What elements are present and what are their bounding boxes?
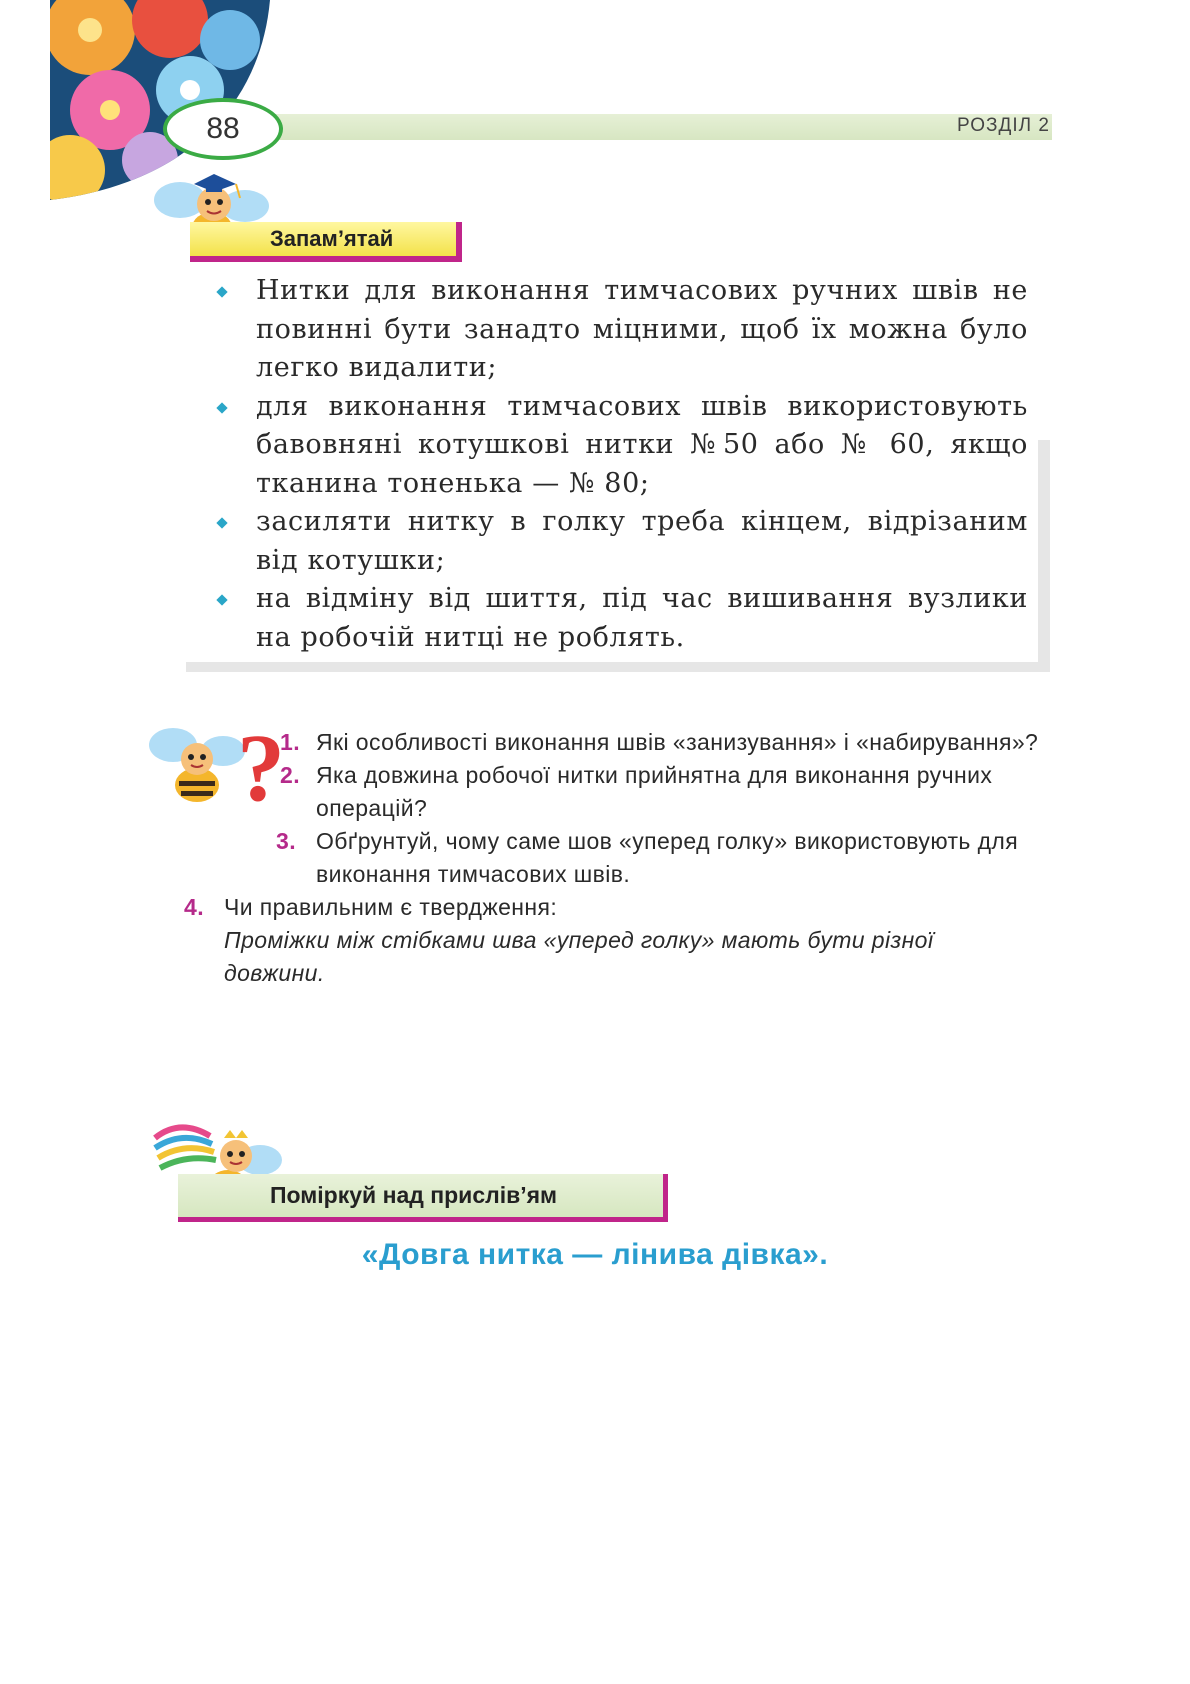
- bullet-icon: [216, 286, 227, 297]
- question-number: 4.: [184, 894, 204, 920]
- bullet-icon: [216, 517, 227, 528]
- question-number: 2.: [280, 762, 300, 788]
- list-item: Нитки для виконання тимчасових ручних швів не повинні бути занадто міцними, щоб їх можна було легко видалити;: [218, 272, 1028, 388]
- svg-text:?: ?: [237, 714, 285, 821]
- question-item: [184, 891, 1040, 990]
- questions-list: [180, 726, 1040, 990]
- list-item: для виконання тимчасових швів використовують бавовняні котушкові нитки №50 або № 60, якщо тканина тоненька — № 80;: [218, 388, 1028, 504]
- question-number: 3.: [276, 828, 296, 854]
- remember-heading-box: [190, 222, 462, 262]
- proverb-text: «Довга нитка — лінива дівка».: [361, 1238, 829, 1271]
- proverb-heading: Поміркуй над прислів’ям: [270, 1182, 558, 1208]
- bullet-icon: [216, 402, 227, 413]
- list-item: засиляти нитку в голку треба кінцем, відрізаним від котушки;: [218, 503, 1028, 580]
- header-bar: [262, 114, 1052, 140]
- question-text: Обґрунтуй, чому саме шов «уперед голку» використовують для виконання тимчасових швів.: [316, 828, 1019, 887]
- question-item: [280, 759, 1040, 825]
- proverb-heading-box: [178, 1174, 668, 1222]
- question-item: [276, 825, 1040, 891]
- question-number: 1.: [280, 729, 300, 755]
- remember-list: [218, 272, 1028, 657]
- page-number: 88: [206, 112, 240, 145]
- question-statement: Проміжки між стібками шва «уперед голку» мають бути різної довжини.: [224, 927, 934, 986]
- section-label: РОЗДІЛ 2: [957, 115, 1050, 136]
- bullet-icon: [216, 594, 227, 605]
- question-text: Чи правильним є твердження:: [224, 894, 558, 920]
- question-text: Яка довжина робочої нитки прийнятна для виконання ручних операцій?: [316, 762, 993, 821]
- list-item: на відміну від шиття, під час вишивання вузлики на робочій нитці не роблять.: [218, 580, 1028, 657]
- remember-heading: Запам’ятай: [270, 226, 394, 251]
- page-number-badge: [163, 98, 283, 160]
- question-item: [280, 726, 1040, 759]
- question-text: Які особливості виконання швів «занизування» і «набирування»?: [316, 729, 1039, 755]
